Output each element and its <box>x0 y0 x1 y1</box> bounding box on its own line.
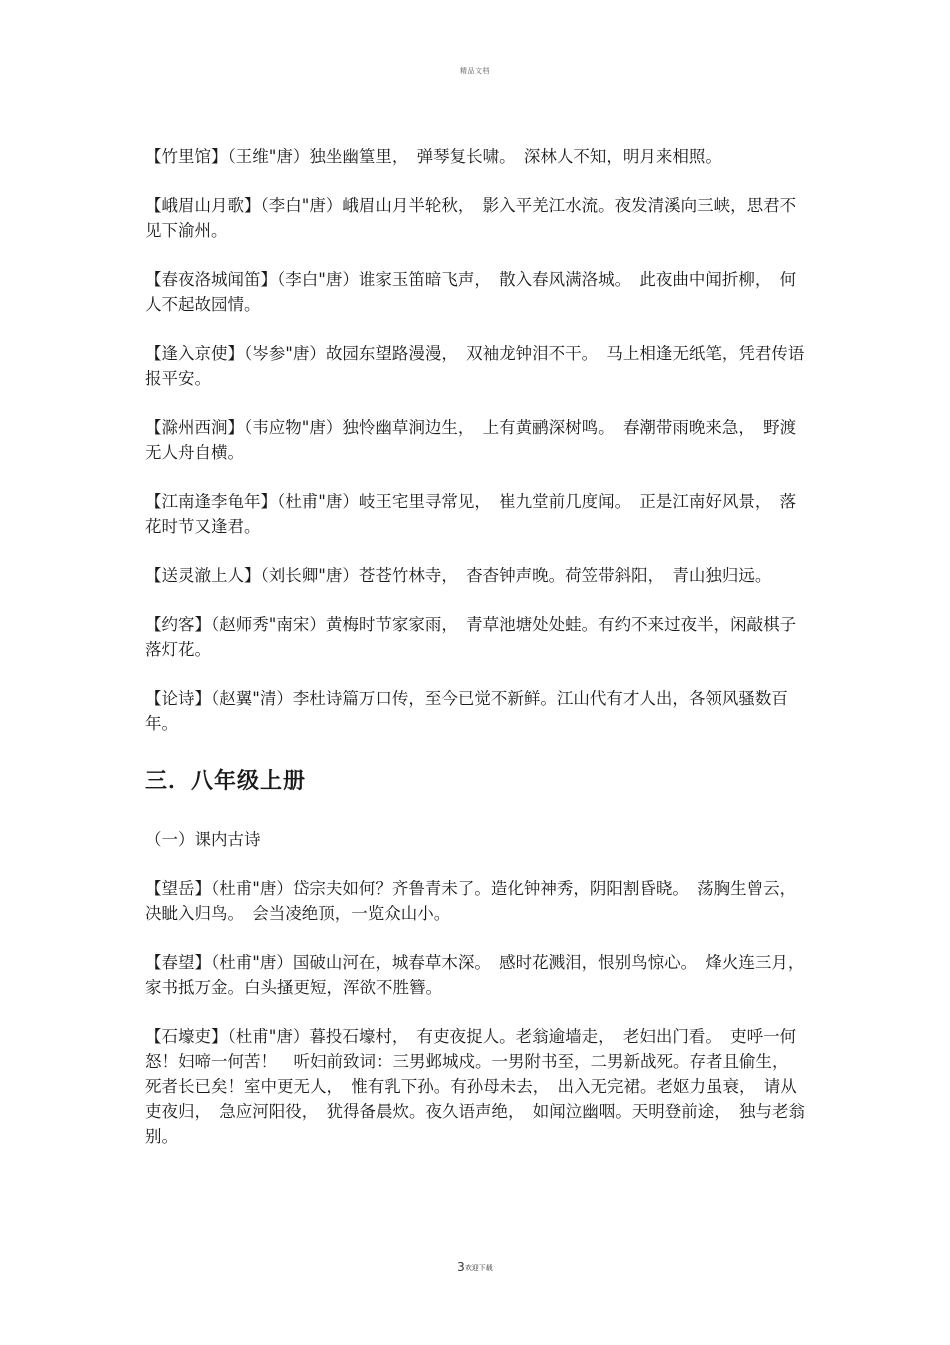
poem-entry-songlingcheshangren: 【送灵澈上人】（刘长卿"唐）苍苍竹林寺， 杳杳钟声晚。荷笠带斜阳， 青山独归远。 <box>145 566 772 585</box>
subsection-heading: （一）课内古诗 <box>145 830 261 849</box>
page-footer <box>0 1260 950 1274</box>
poem-entry-chuzhouxijian: 【滁州西涧】（韦应物"唐）独怜幽草涧边生， 上有黄鹂深树鸣。 春潮带雨晚来急， 野渡无人舟自横。 <box>145 418 797 462</box>
poem-entry-shihaoli: 【石壕吏】（杜甫"唐）暮投石壕村， 有吏夜捉人。老翁逾墙走， 老妇出门看。 吏呼一何怒！妇啼一何苦！ 听妇前致词：三男邺城戍。一男附书至，二男新战死。存者且偷生， 死者长已矣！室中更无人， 惟有乳下孙。有孙母未去， 出入无完裙。老妪力虽衰， 请从吏夜归， 急应河阳役， 犹得备晨炊。夜久语声绝， 如闻泣幽咽。天明登前途， 独与老翁别。 <box>145 1027 805 1146</box>
poem-entry-wangyue: 【望岳】（杜甫"唐）岱宗夫如何？齐鲁青未了。造化钟神秀，阴阳割昏晓。 荡胸生曾云，决眦入归鸟。 会当凌绝顶，一览众山小。 <box>145 879 797 923</box>
poem-entry-chunwang: 【春望】（杜甫"唐）国破山河在，城春草木深。 感时花溅泪，恨别鸟惊心。 烽火连三月，家书抵万金。白头搔更短，浑欲不胜簪。 <box>145 953 805 997</box>
poem-entry-yueke: 【约客】（赵师秀"南宋）黄梅时节家家雨， 青草池塘处处蛙。有约不来过夜半，闲敲棋子落灯花。 <box>145 615 797 659</box>
section-heading: 三．八年级上册 <box>145 769 307 794</box>
header-watermark: 精品文档 <box>460 67 490 75</box>
poem-entry-zhuliguan: 【竹里馆】（王维"唐）独坐幽篁里， 弹琴复长啸。 深林人不知，明月来相照。 <box>145 147 722 166</box>
footer-watermark: 欢迎下载 <box>464 1264 493 1272</box>
poem-entry-fengrujingshi: 【逢入京使】（岑参"唐）故园东望路漫漫， 双袖龙钟泪不干。 马上相逢无纸笔，凭君传语报平安。 <box>145 344 805 388</box>
page-number: 3 <box>457 1260 465 1274</box>
poem-entry-emeishanyuege: 【峨眉山月歌】（李白"唐）峨眉山月半轮秋， 影入平羌江水流。夜发清溪向三峡，思君不见下渝州。 <box>145 196 797 240</box>
poem-entry-chunyeluochengwendi: 【春夜洛城闻笛】（李白"唐）谁家玉笛暗飞声， 散入春风满洛城。 此夜曲中闻折柳， 何人不起故园情。 <box>145 270 797 314</box>
poem-entry-jiangnanfengliguinian: 【江南逢李龟年】（杜甫"唐）岐王宅里寻常见， 崔九堂前几度闻。 正是江南好风景， 落花时节又逢君。 <box>145 492 797 536</box>
document-body <box>145 144 810 1173</box>
poem-entry-lunshi: 【论诗】（赵翼"清）李杜诗篇万口传，至今已觉不新鲜。江山代有才人出，各领风骚数百年。 <box>145 689 788 733</box>
